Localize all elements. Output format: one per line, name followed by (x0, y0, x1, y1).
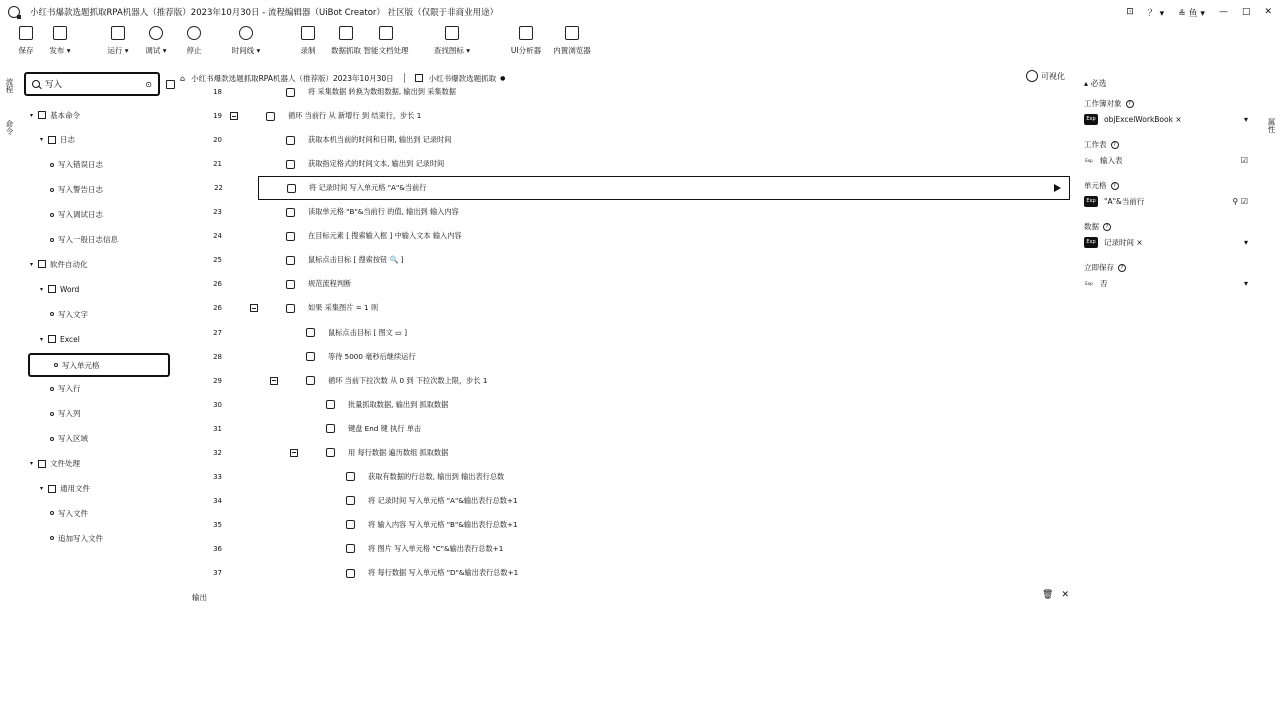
tree-item-label: Word (60, 284, 80, 294)
window-title: 小红书爆款选题抓取RPA机器人（推荐版）2023年10月30日 - 流程编辑器（UiBot Creator） 社区版（仅限于非商业用途） (30, 8, 499, 18)
flow-line[interactable] (186, 561, 1070, 585)
tree-item[interactable] (50, 229, 118, 251)
breadcrumb-dropdown-icon[interactable]: ● (500, 74, 506, 82)
command-icon (286, 304, 295, 313)
tree-item[interactable] (40, 278, 79, 300)
command-text: 批量抓取数据, 输出到 抓取数据 (348, 399, 449, 409)
command-icon (346, 544, 355, 553)
command-icon (306, 376, 315, 385)
command-icon (50, 312, 54, 316)
expand-toggle-icon[interactable]: ▾ (40, 285, 44, 293)
command-text: 获取有数据的行总数, 输出到 输出表行总数 (368, 471, 505, 481)
close-output-icon[interactable]: ✕ (1061, 590, 1069, 600)
property-value[interactable] (1084, 155, 1248, 166)
app-logo-icon (8, 6, 20, 18)
command-icon (50, 536, 54, 540)
toolbar-button-5[interactable] (222, 26, 270, 56)
line-number: 28 (213, 352, 222, 361)
tree-item-label: 写入区域 (58, 434, 88, 444)
line-number: 35 (213, 520, 222, 529)
flow-line[interactable] (186, 345, 1070, 369)
rail-tab-flow[interactable]: 流程 (5, 78, 14, 93)
tree-item[interactable] (50, 179, 103, 201)
data-grab-icon (339, 26, 353, 40)
expression-mode-icon[interactable]: Exp (1085, 157, 1093, 163)
tree-item[interactable] (40, 478, 90, 500)
folder-icon (48, 485, 56, 493)
flow-line[interactable] (186, 393, 1070, 417)
command-icon (326, 424, 335, 433)
folder-icon (38, 111, 46, 119)
collapse-panel-button[interactable] (166, 80, 175, 89)
tree-item[interactable] (40, 129, 75, 151)
help-icon[interactable]: ? (1126, 100, 1134, 108)
window-controls (1126, 0, 1272, 24)
record-icon (301, 26, 315, 40)
tree-item[interactable] (30, 253, 88, 275)
flow-line[interactable] (186, 296, 1070, 320)
tree-item[interactable] (40, 328, 80, 350)
expression-mode-icon[interactable]: Exp (1084, 196, 1098, 207)
toolbar-label: 智能文档处理 (363, 46, 409, 55)
window-control-1[interactable]: ？ ▾ (1147, 8, 1165, 19)
tree-item[interactable] (50, 303, 88, 325)
command-icon (50, 437, 54, 441)
expand-toggle-icon[interactable]: ▾ (30, 460, 34, 468)
command-text: 规范流程判断 (308, 279, 352, 289)
clear-search-icon[interactable]: ⊙ (145, 79, 152, 89)
folder-icon (38, 260, 46, 268)
help-icon[interactable]: ? (1111, 182, 1119, 190)
command-icon (50, 238, 54, 242)
flow-line[interactable] (186, 369, 1070, 393)
tree-item[interactable] (30, 104, 80, 126)
tree-item[interactable] (50, 527, 103, 549)
command-icon (306, 352, 315, 361)
command-icon (286, 256, 295, 265)
command-text: 在目标元素 [ 搜索输入框 ] 中输入文本 输入内容 (308, 231, 462, 241)
folder-icon (48, 136, 56, 144)
expand-toggle-icon[interactable]: ▾ (40, 136, 44, 144)
toolbar-label: 运行 ▾ (107, 46, 129, 55)
command-text: 将 记录时间 写入单元格 "A"&当前行 (309, 183, 427, 193)
property-label (1084, 180, 1119, 191)
tree-item[interactable] (50, 154, 103, 176)
expand-toggle-icon[interactable]: ▾ (40, 335, 44, 343)
toolbar-button-8[interactable] (362, 26, 410, 56)
command-icon (346, 472, 355, 481)
left-rail (0, 72, 20, 712)
property-label-text: 工作簿对象 (1084, 99, 1122, 108)
command-text: 用 每行数据 遍历数组 抓取数据 (348, 447, 449, 457)
save-icon (19, 26, 33, 40)
command-icon (286, 136, 295, 145)
expression-mode-icon[interactable]: Exp (1084, 237, 1098, 248)
toolbar-label: 时间线 ▾ (231, 46, 261, 55)
folder-icon (48, 285, 56, 293)
property-value-text[interactable]: "A"&当前行 (1104, 197, 1145, 206)
line-number: 19 (213, 112, 222, 121)
flow-line[interactable] (214, 176, 1070, 200)
title-bar (0, 0, 1280, 24)
command-icon (286, 208, 295, 217)
fold-toggle-icon[interactable] (250, 304, 258, 312)
tree-item[interactable] (50, 428, 88, 450)
toolbar-label: UI分析器 (510, 46, 542, 55)
command-text: 获取本机当前的时间和日期, 输出到 记录时间 (308, 135, 452, 145)
line-number: 23 (213, 208, 222, 217)
fold-toggle-icon[interactable] (290, 449, 298, 457)
clear-output-icon[interactable]: 🗑 (1042, 590, 1054, 600)
line-number: 18 (213, 88, 222, 96)
flow-line[interactable] (186, 537, 1070, 561)
command-icon (346, 496, 355, 505)
run-icon (111, 26, 125, 40)
required-section-header[interactable]: ▴ 必选 (1084, 79, 1107, 88)
property-value-text[interactable]: 输入表 (1100, 156, 1123, 165)
command-icon (286, 88, 295, 97)
window-control-5[interactable]: ✕ (1264, 7, 1272, 17)
toolbar-label: 停止 (186, 46, 202, 55)
line-number: 33 (213, 472, 222, 481)
command-text: 获取指定格式的时间文本, 输出到 记录时间 (308, 159, 445, 169)
flow-line[interactable] (186, 513, 1070, 537)
visual-mode-label: 可视化 (1041, 71, 1065, 81)
toolbar-label: 保存 (18, 46, 34, 55)
folder-icon (48, 335, 56, 343)
expand-toggle-icon[interactable]: ▾ (40, 485, 44, 492)
tree-item[interactable] (50, 378, 81, 400)
toolbar-label: 数据抓取 (331, 46, 361, 55)
fold-toggle-icon[interactable] (270, 377, 278, 385)
toolbar-button-10[interactable] (502, 26, 550, 56)
debug-icon (149, 26, 163, 40)
command-icon (54, 363, 58, 367)
property-value-text[interactable]: 记录时间 × (1104, 238, 1143, 247)
tree-item-label: 写入警告日志 (58, 185, 103, 195)
command-icon (50, 163, 54, 167)
command-text: 如果 采集图片 = 1 则 (308, 303, 379, 313)
search-input[interactable] (45, 79, 135, 89)
send-icon (53, 26, 67, 40)
tree-item-label: 写入调试日志 (58, 210, 103, 220)
line-number: 21 (213, 160, 222, 169)
property-value[interactable] (1084, 114, 1248, 125)
tree-item-label: 文件处理 (50, 459, 80, 469)
flow-line[interactable] (186, 224, 1070, 248)
help-icon[interactable]: ? (1111, 141, 1119, 149)
flow-line[interactable] (186, 80, 1070, 104)
toolbar-label: 录制 (300, 46, 316, 55)
toolbar-button-11[interactable] (548, 26, 596, 56)
tree-item[interactable] (50, 204, 103, 226)
flow-line[interactable] (186, 128, 1070, 152)
command-icon (286, 280, 295, 289)
command-text: 读取单元格 "B"&当前行 的值, 输出到 输入内容 (308, 207, 459, 217)
line-number: 24 (213, 232, 222, 241)
line-number: 32 (213, 448, 222, 457)
command-icon (326, 448, 335, 457)
line-number: 27 (213, 328, 222, 337)
tree-item-label: 写入一般日志信息 (58, 235, 118, 244)
flow-line[interactable] (186, 441, 1070, 465)
flow-line[interactable] (186, 104, 1070, 128)
command-icon (286, 160, 295, 169)
window-control-0[interactable]: ⊡ (1126, 7, 1134, 17)
tree-item-label: 写入文件 (58, 508, 88, 518)
command-text: 循环 当前下拉次数 从 0 到 下拉次数上限，步长 1 (328, 375, 488, 385)
tree-item[interactable] (50, 502, 88, 524)
command-icon (306, 328, 315, 337)
property-label (1084, 221, 1111, 232)
command-text: 等待 5000 毫秒后继续运行 (328, 351, 416, 361)
command-text: 循环 当前行 从 新增行 到 结束行，步长 1 (288, 111, 422, 121)
line-number: 25 (213, 256, 222, 265)
main-toolbar (0, 26, 1280, 64)
tree-item-label: 写入列 (58, 409, 81, 419)
property-value-text[interactable]: objExcelWorkBook × (1104, 115, 1182, 124)
line-number: 30 (213, 400, 222, 409)
property-action-icon[interactable]: ▾ (1243, 238, 1248, 247)
toolbar-button-4[interactable] (170, 26, 218, 56)
stop-icon (187, 26, 201, 40)
window-control-4[interactable]: □ (1241, 7, 1251, 17)
tree-item-label: 写入行 (58, 384, 81, 394)
command-icon (266, 112, 275, 121)
help-icon[interactable]: ? (1103, 223, 1111, 231)
tree-item-label: 追加写入文件 (58, 533, 103, 543)
command-icon (326, 400, 335, 409)
find-image-icon (445, 26, 459, 40)
command-text: 鼠标点击目标 [ 图文 ▭ ] (328, 327, 408, 337)
flow-line[interactable] (186, 200, 1070, 224)
tree-item-label: 软件自动化 (50, 259, 88, 269)
window-control-3[interactable]: — (1218, 7, 1228, 17)
help-icon[interactable]: ? (1118, 264, 1126, 272)
command-icon (50, 511, 54, 515)
window-control-2[interactable]: ≗ 鱼 ▾ (1178, 8, 1205, 19)
property-label (1084, 262, 1126, 273)
flow-line[interactable] (186, 248, 1070, 272)
property-label (1084, 98, 1134, 109)
timeline-icon (239, 26, 253, 40)
toolbar-label: 内置浏览器 (553, 46, 591, 55)
property-label-text: 单元格 (1084, 181, 1107, 190)
breadcrumb-subflow[interactable]: 小红书爆款选题抓取 (428, 73, 497, 83)
property-action-icon[interactable]: ▾ (1243, 279, 1248, 288)
flow-line[interactable] (186, 152, 1070, 176)
flow-line[interactable] (186, 489, 1070, 513)
line-number: 36 (213, 544, 222, 553)
output-panel-title: 输出 (192, 593, 207, 602)
property-label-text: 工作表 (1084, 140, 1107, 149)
command-text: 将 采集数据 转换为数组数据, 输出到 采集数据 (308, 87, 456, 96)
output-actions (1042, 590, 1069, 600)
toolbar-label: 发布 ▾ (49, 46, 71, 55)
run-line-icon[interactable] (1054, 184, 1061, 192)
flow-line[interactable] (186, 272, 1070, 296)
command-search[interactable] (24, 72, 160, 96)
command-text: 将 记录时间 写入单元格 "A"&输出表行总数+1 (368, 495, 518, 505)
tree-item-label: Excel (60, 334, 80, 344)
property-label-text: 数据 (1084, 222, 1099, 231)
property-action-icon[interactable]: ☑ (1240, 156, 1248, 165)
line-number: 37 (213, 569, 222, 577)
command-icon (50, 387, 54, 391)
line-number: 34 (213, 496, 222, 505)
line-number: 31 (213, 424, 222, 433)
tree-item-label: 写入文字 (58, 309, 88, 319)
property-value[interactable] (1084, 278, 1248, 289)
flow-editor (186, 80, 1076, 580)
tree-item-label: 基本命令 (50, 110, 80, 120)
flow-line[interactable] (186, 321, 1070, 345)
flow-line[interactable] (186, 417, 1070, 441)
line-number: 26 (213, 280, 222, 289)
property-value-text[interactable]: 否 (1100, 279, 1108, 288)
property-label-text: 立即保存 (1084, 263, 1114, 272)
folder-icon (38, 460, 46, 468)
command-icon (50, 213, 54, 217)
fold-toggle-icon[interactable] (230, 112, 238, 120)
tree-item[interactable] (30, 453, 80, 475)
property-value[interactable] (1084, 237, 1248, 248)
expand-toggle-icon[interactable]: ▾ (30, 111, 34, 119)
command-text: 将 每行数据 写入单元格 "D"&输出表行总数+1 (368, 568, 519, 577)
document-icon (379, 26, 393, 40)
toolbar-label: 调试 ▾ (145, 46, 167, 55)
line-number: 22 (214, 184, 223, 193)
tree-item[interactable] (50, 403, 81, 425)
line-number: 26 (213, 304, 222, 313)
command-icon (346, 520, 355, 529)
expand-toggle-icon[interactable]: ▾ (30, 260, 34, 268)
ui-analyzer-icon (519, 26, 533, 40)
tree-item-label: 日志 (60, 135, 75, 145)
rail-tab-commands[interactable]: 命令 (5, 120, 14, 135)
command-text: 鼠标点击目标 [ 搜索按钮 🔍 ] (308, 255, 404, 265)
command-icon (286, 232, 295, 241)
command-text: 将 输入内容 写入单元格 "B"&输出表行总数+1 (368, 519, 518, 529)
line-number: 29 (213, 376, 222, 385)
expression-mode-icon[interactable]: Exp (1085, 280, 1093, 286)
property-value[interactable] (1084, 196, 1248, 207)
property-action-icon[interactable]: ▾ (1243, 115, 1248, 124)
property-action-icon[interactable]: ⚲ ☑ (1232, 197, 1248, 206)
command-text: 将 图片 写入单元格 "C"&输出表行总数+1 (368, 543, 504, 553)
tree-item-label: 通用文件 (60, 484, 90, 493)
toolbar-button-9[interactable] (428, 26, 476, 56)
tree-item-label: 写入错误日志 (58, 160, 103, 170)
command-icon (346, 569, 355, 578)
toolbar-label: 查找图标 ▾ (433, 46, 471, 55)
right-rail-properties-tab[interactable]: 属性 (1267, 118, 1276, 133)
tree-item-label: 写入单元格 (62, 360, 100, 370)
command-icon (50, 188, 54, 192)
browser-icon (565, 26, 579, 40)
tree-item[interactable] (28, 353, 170, 377)
home-icon[interactable]: ⌂ (180, 73, 186, 83)
command-text: 键盘 End 键 执行 单击 (348, 423, 422, 433)
command-icon (287, 184, 296, 193)
property-label (1084, 139, 1119, 150)
search-icon (32, 80, 40, 88)
toolbar-button-1[interactable] (36, 26, 84, 56)
expression-mode-icon[interactable]: Exp (1084, 114, 1098, 125)
breadcrumb-process[interactable]: 小红书爆款选题抓取RPA机器人（推荐版）2023年10月30日 (191, 73, 394, 83)
flow-line[interactable] (186, 465, 1070, 489)
command-icon (50, 412, 54, 416)
line-number: 20 (213, 136, 222, 145)
